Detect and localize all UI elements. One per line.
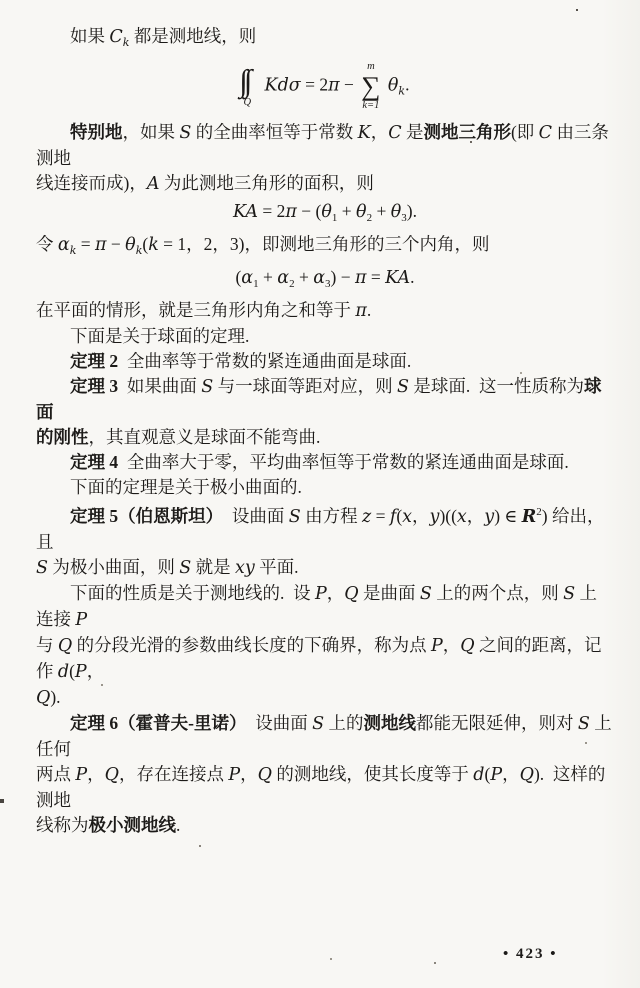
text-run: = [76, 234, 95, 255]
text-run: 上任何 [36, 713, 612, 760]
text-run: ). [50, 687, 61, 708]
text-run: （伯恩斯坦） [118, 506, 224, 527]
operator-symbol: ∑ [361, 71, 381, 102]
text-run: π [95, 235, 107, 256]
text-run: ( [484, 764, 491, 785]
text-run: k [122, 36, 130, 49]
theorem-5-line2 [36, 555, 614, 581]
text-run: 下面的定理是关于极小曲面的. [70, 477, 302, 498]
text-run: 之间的距离，记作 [36, 635, 602, 682]
text-run: 在平面的情形，就是三角形内角之和等于 [36, 300, 356, 321]
text-run: 上连接 [36, 583, 598, 630]
text-run: θ [321, 202, 332, 223]
text-run: S [179, 123, 192, 144]
para-geodesic-intro [36, 24, 614, 55]
text-run: ) 给出，且 [36, 506, 605, 553]
text-run: = [371, 506, 390, 527]
para-constant-curvature-line2 [36, 171, 614, 197]
text-run: π [355, 301, 367, 322]
text-run: Q [104, 765, 120, 786]
para-plane-case [36, 298, 614, 324]
text-run: C [109, 27, 123, 47]
text-run: S [397, 377, 409, 398]
text-run: π [328, 75, 340, 96]
text-run: Q [36, 688, 51, 709]
text-run: k [69, 244, 77, 258]
text-run: z [362, 507, 372, 528]
text-run: x [402, 507, 413, 528]
text-run: = 1，2，3)，即测地三角形的三个内角，则 [158, 234, 490, 255]
text-run: 测地线 [363, 713, 416, 734]
text-run: 令 [36, 234, 58, 255]
text-run: π [285, 202, 297, 223]
text-run: S [288, 507, 301, 528]
operator-limit-above: m [367, 61, 375, 72]
theorem-6-line3 [36, 813, 614, 838]
text-run: ， [502, 764, 520, 785]
formula-geodesic-triangle [36, 197, 614, 232]
text-run: ， [370, 122, 389, 143]
text-run: 为此测地三角形的面积，则 [159, 173, 374, 194]
text-run: Kdσ [264, 75, 301, 96]
text-run: 下面的性质是关于测地线的. 设 [70, 583, 315, 604]
text-run: = [366, 267, 386, 288]
text-run: α [241, 268, 254, 289]
text-run: 2 [289, 278, 295, 291]
text-run: (即 [510, 122, 539, 143]
text-run: 1 [331, 212, 338, 225]
text-run: 线连接而成)， [36, 173, 147, 194]
text-run: 特别地 [70, 122, 123, 143]
text-run: ，其直观意义是球面不能弯曲. [88, 427, 321, 448]
text-run: （霍普夫-里诺） [118, 713, 247, 734]
text-run: 定理 2 [70, 351, 119, 372]
text-run: ). [406, 201, 417, 222]
text-run: KA [385, 268, 411, 289]
text-run: f [389, 507, 397, 528]
text-run: ， [326, 583, 345, 604]
text-run: ， [442, 635, 461, 656]
text-run: P [75, 765, 88, 786]
text-run: α [313, 268, 326, 289]
text-run: 1 [253, 278, 259, 291]
para-minimal-surface-intro [36, 475, 614, 500]
text-run: + [258, 267, 278, 288]
text-run: 下面是关于球面的定理. [70, 326, 250, 347]
text-run: d [57, 662, 70, 683]
theorem-6-line1 [36, 711, 614, 762]
text-run: 是球面. 这一性质称为 [409, 376, 584, 397]
theorem-3-line1 [36, 374, 614, 425]
para-constant-curvature-line1 [36, 120, 614, 171]
text-run: 定理 4 [70, 452, 119, 473]
text-run: 如果曲面 [118, 376, 202, 397]
para-interior-angles [36, 232, 614, 263]
text-run: 的分段光滑的参数曲线长度的下确界，称为点 [72, 635, 431, 656]
text-run: π [354, 268, 367, 289]
text-run: ， [412, 506, 430, 527]
text-run: − [339, 74, 359, 95]
text-run: R [521, 507, 537, 528]
text-run: ， [86, 661, 105, 682]
text-run: 设曲面 [223, 506, 289, 527]
text-run: ) − [330, 267, 355, 288]
operator-symbol [244, 65, 257, 96]
text-run: 由方程 [300, 506, 362, 527]
scan-artifacts [0, 0, 2, 2]
text-run: P [490, 765, 503, 786]
text-run: Q [57, 636, 73, 657]
text-run: 定理 3 [70, 376, 119, 397]
text-run: 的全曲率恒等于常数 [191, 122, 358, 143]
theorem-6-line2 [36, 762, 614, 813]
text-run: . [405, 74, 410, 95]
text-run: 全曲率大于零，平均曲率恒等于常数的紧连通曲面是球面. [118, 452, 569, 473]
text-run: ). 这样的测地 [36, 764, 606, 811]
text-run: ， [87, 764, 105, 785]
text-run: ( [142, 234, 149, 255]
para-distance-line1 [36, 581, 614, 633]
formula-gauss-bonnet [36, 55, 614, 120]
text-run: 是 [401, 122, 424, 143]
text-run: ) ∈ [494, 506, 522, 527]
text-run: 是曲面 [358, 583, 420, 604]
text-run: α [277, 268, 290, 289]
theorem-2 [36, 349, 614, 374]
text-run: θ [390, 202, 402, 223]
text-run: 极小测地线 [88, 815, 176, 836]
text-run: )(( [439, 506, 457, 527]
text-run: ( [396, 506, 403, 527]
text-run: d [473, 765, 485, 786]
text-run: θ [387, 75, 399, 96]
text-run: ( [235, 267, 242, 288]
text-run: 与 [36, 635, 58, 656]
text-run: 3 [401, 212, 407, 225]
text-run: 全曲率等于常数的紧连通曲面是球面. [118, 351, 412, 372]
text-run: 平面. [254, 557, 299, 578]
text-run: k [148, 235, 159, 256]
text-run: y [484, 507, 495, 528]
text-run: 2 [536, 506, 542, 519]
text-run: 上的 [324, 713, 364, 734]
text-run: x [456, 507, 467, 528]
text-run: C [388, 123, 402, 144]
text-run: 设曲面 [246, 713, 313, 734]
text-run: − ( [296, 201, 322, 222]
text-run: xy [235, 558, 255, 579]
text-run: P [228, 765, 241, 786]
theorem-5-line1 [36, 500, 614, 555]
text-run: P [315, 584, 327, 605]
text-run: 定理 5 [70, 506, 119, 527]
text-run: S [419, 584, 432, 605]
text-run: P [75, 610, 88, 631]
text-run: ，如果 [122, 122, 180, 143]
formula-angle-sum [36, 263, 614, 298]
page-number: • 423 • [503, 946, 558, 962]
text-run: 就是 [191, 557, 235, 578]
text-run: S [312, 714, 325, 735]
text-run: S [179, 558, 192, 579]
text-run: 由三条测地 [36, 122, 609, 169]
text-run: . [410, 267, 415, 288]
text-run: α [57, 235, 70, 256]
text-run: k [135, 244, 143, 258]
text-run: S [563, 584, 576, 605]
text-run: ( [69, 661, 75, 682]
text-run: K [357, 123, 371, 144]
text-run: 2 [366, 212, 373, 225]
text-run: 3 [325, 278, 331, 291]
text-run: Q [519, 765, 534, 786]
text-run: S [577, 714, 590, 735]
text-run: 都能无限延伸，则对 [415, 713, 578, 734]
text-run: P [430, 636, 443, 657]
text-run: k [398, 84, 406, 98]
text-run: 为极小曲面，则 [48, 557, 180, 578]
double-integral-operator [244, 65, 258, 109]
theorem-3-line2 [36, 425, 614, 450]
text-run: Q [460, 636, 475, 657]
text-run: S [201, 377, 214, 398]
text-run: 两点 [36, 764, 76, 785]
text-run: Q [257, 765, 273, 786]
text-run: + [337, 201, 357, 222]
text-run: 的测地线，使其长度等于 [272, 764, 474, 785]
text-run: 都是测地线，则 [129, 26, 257, 46]
text-run: y [429, 507, 440, 528]
para-sphere-theorems-intro [36, 324, 614, 349]
text-run: . [176, 815, 181, 836]
text-run: θ [125, 235, 136, 256]
text-run: + [372, 201, 391, 222]
text-run: 与一球面等距对应，则 [213, 376, 397, 397]
text-run: 定理 6 [70, 713, 119, 734]
text-run: − [106, 234, 126, 255]
text-run: 上的两个点，则 [431, 583, 564, 604]
text-run: 线称为 [36, 815, 89, 836]
text-run: 球面 [36, 376, 602, 423]
para-distance-line3 [36, 685, 614, 711]
text-run: 如果 [70, 26, 110, 46]
text-run: = 2 [300, 74, 329, 95]
text-run: + [294, 267, 314, 288]
text-block [36, 24, 614, 838]
theorem-4 [36, 450, 614, 475]
text-run: A [146, 174, 160, 195]
text-run: . [366, 300, 372, 321]
para-distance-line2 [36, 633, 614, 685]
text-run: 的刚性 [36, 427, 89, 448]
text-run: ，存在连接点 [119, 764, 229, 785]
operator-limit-below: k=1 [362, 100, 380, 112]
operator-limit-below: Q [243, 96, 252, 108]
text-run: = 2 [258, 201, 286, 222]
text-run: S [36, 558, 48, 579]
text-run: θ [356, 202, 367, 223]
text-run: P [74, 662, 87, 683]
text-run: 测地三角形 [423, 122, 511, 143]
text-run: C [538, 123, 553, 144]
text-run: ， [466, 506, 485, 527]
summation-operator [361, 61, 380, 112]
text-run: ， [240, 764, 258, 785]
text-run: KA [233, 202, 259, 223]
text-run: Q [344, 584, 359, 605]
